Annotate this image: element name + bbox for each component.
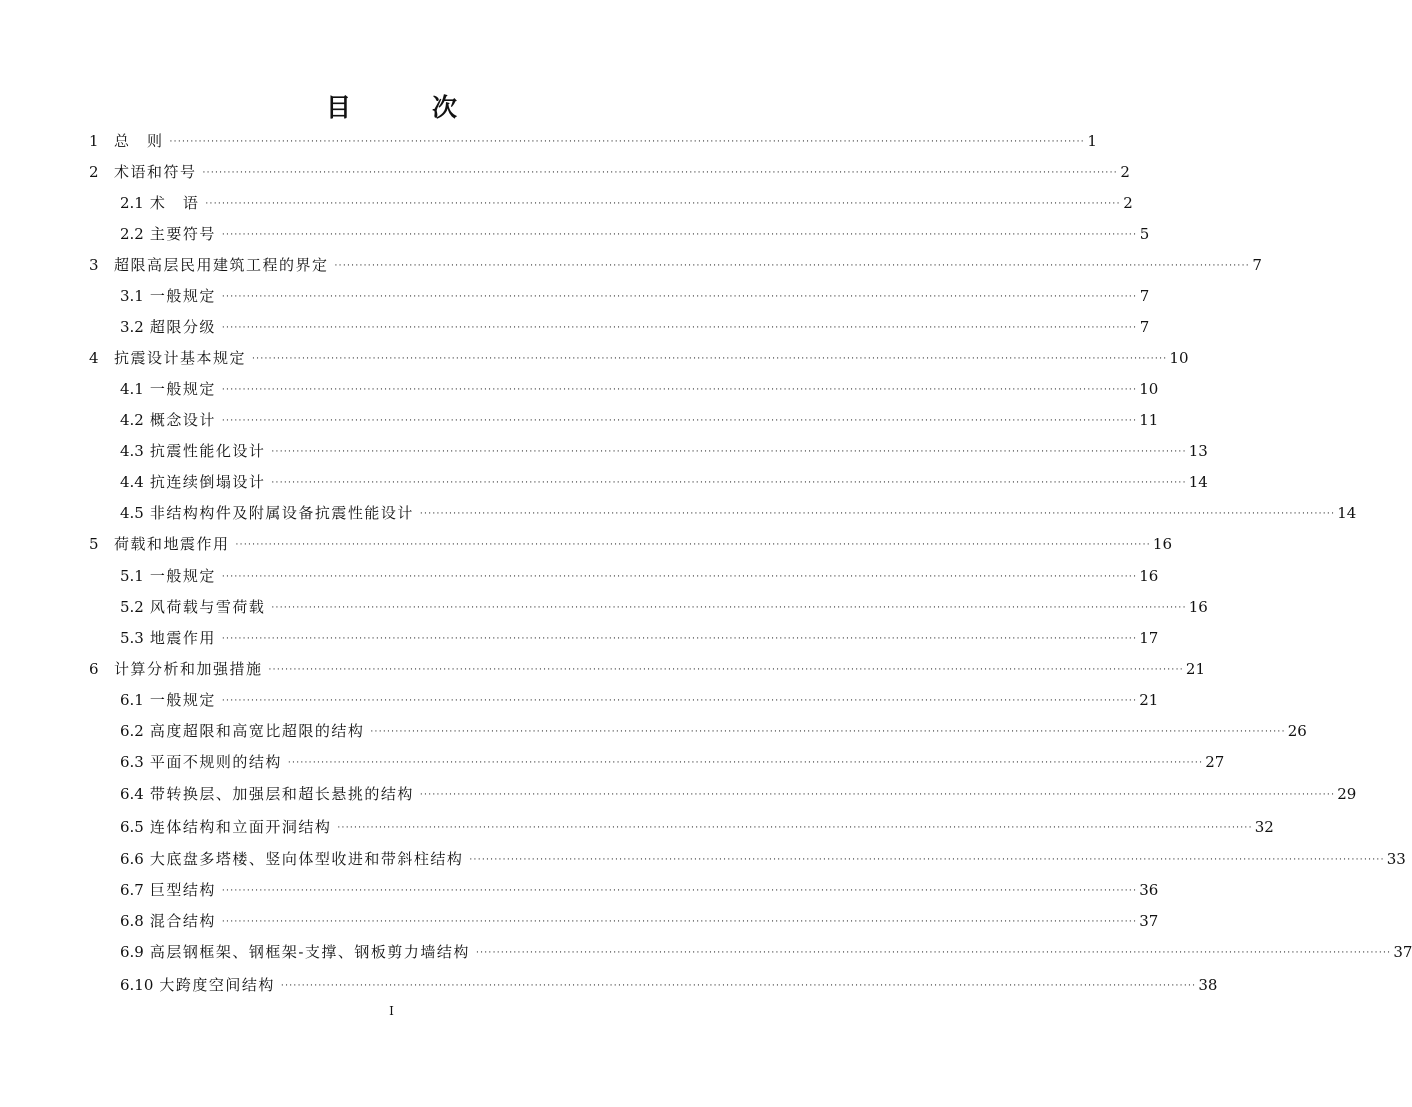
toc-entry-page: 16 [1139, 567, 1159, 585]
toc-entry-number: 6 [89, 660, 99, 678]
dot-leader: ···························································································································································································································· [475, 948, 1392, 958]
toc-entry-page: 7 [1139, 318, 1150, 336]
dot-leader: ···························································································································································································································· [205, 199, 1121, 209]
toc-entry-label: 平面不规则的结构 [149, 753, 282, 771]
toc-entry[interactable] [120, 879, 1159, 901]
toc-entry-page: 17 [1139, 629, 1159, 647]
toc-entry-label: 高度超限和高宽比超限的结构 [149, 722, 365, 740]
dot-leader: ···························································································································································································································· [334, 261, 1250, 271]
dot-leader: ···························································································································································································································· [221, 416, 1138, 426]
toc-entry-label: 一般规定 [149, 567, 216, 585]
toc-entry[interactable] [120, 848, 1406, 870]
toc-entry-label: 带转换层、加强层和超长悬挑的结构 [149, 785, 414, 803]
toc-entry-label: 超限高层民用建筑工程的界定 [114, 256, 329, 274]
toc-entry-number: 6.1 [120, 691, 144, 709]
toc-entry[interactable] [120, 378, 1159, 400]
dot-leader: ···························································································································································································································· [419, 790, 1336, 800]
toc-entry-label: 大底盘多塔楼、竖向体型收进和带斜柱结构 [149, 850, 464, 868]
toc-entry-number: 6.3 [120, 753, 144, 771]
toc-entry[interactable] [89, 347, 1189, 369]
toc-entry-page: 32 [1254, 818, 1274, 836]
toc-entry[interactable] [120, 941, 1412, 963]
toc-entry-label: 混合结构 [149, 912, 216, 930]
toc-entry-label: 抗震性能化设计 [149, 442, 266, 460]
dot-leader: ···························································································································································································································· [419, 509, 1336, 519]
toc-entry-number: 6.6 [120, 850, 144, 868]
toc-entry-label: 概念设计 [149, 411, 216, 429]
dot-leader: ···························································································································································································································· [235, 540, 1151, 550]
dot-leader: ···························································································································································································································· [280, 981, 1197, 991]
toc-entry-label: 术 语 [149, 194, 200, 212]
toc-entry-label: 大跨度空间结构 [159, 976, 275, 994]
toc-entry-number: 5 [89, 535, 99, 553]
toc-entry[interactable] [120, 751, 1225, 773]
toc-entry[interactable] [120, 223, 1150, 245]
toc-entry[interactable] [120, 471, 1208, 493]
toc-entry-number: 1 [89, 132, 99, 150]
toc-entry-number: 6.7 [120, 881, 144, 899]
toc-entry-number: 6.8 [120, 912, 144, 930]
toc-entry-number: 6.5 [120, 818, 144, 836]
dot-leader: ···························································································································································································································· [287, 758, 1204, 768]
toc-entry-label: 地震作用 [149, 629, 216, 647]
toc-entry-page: 38 [1198, 976, 1218, 994]
toc-entry-page: 33 [1386, 850, 1406, 868]
toc-entry-page: 37 [1139, 912, 1159, 930]
toc-entry-number: 6.9 [120, 943, 144, 961]
toc-entry-page: 7 [1252, 256, 1262, 274]
toc-entry-label: 荷载和地震作用 [114, 535, 230, 553]
toc-entry-page: 10 [1169, 349, 1189, 367]
dot-leader: ···························································································································································································································· [202, 168, 1118, 178]
dot-leader: ···························································································································································································································· [221, 323, 1138, 333]
dot-leader: ···························································································································································································································· [370, 727, 1286, 737]
toc-entry-number: 4.4 [120, 473, 144, 491]
toc-entry-page: 2 [1123, 194, 1133, 212]
toc-entry-page: 11 [1139, 411, 1159, 429]
toc-title: 目 次 [325, 93, 485, 122]
toc-entry-number: 6.10 [120, 976, 154, 994]
dot-leader: ···························································································································································································································· [271, 478, 1187, 488]
toc-entry-number: 3.1 [120, 287, 144, 305]
toc-entry-page: 37 [1393, 943, 1412, 961]
toc-entry[interactable] [120, 596, 1208, 618]
dot-leader: ···························································································································································································································· [221, 696, 1138, 706]
dot-leader: ···························································································································································································································· [337, 823, 1253, 833]
toc-entry-page: 13 [1188, 442, 1208, 460]
toc-entry-number: 5.1 [120, 567, 144, 585]
toc-entry[interactable] [89, 130, 1097, 152]
toc-entry[interactable] [120, 816, 1274, 838]
dot-leader: ···························································································································································································································· [221, 385, 1138, 395]
toc-entry-number: 2.1 [120, 194, 144, 212]
toc-entry-page: 21 [1185, 660, 1205, 678]
toc-entry-label: 非结构构件及附属设备抗震性能设计 [149, 504, 414, 522]
toc-entry[interactable] [120, 409, 1159, 431]
toc-entry-number: 4.2 [120, 411, 144, 429]
toc-entry-page: 5 [1139, 225, 1150, 243]
toc-entry-label: 术语和符号 [114, 163, 197, 181]
toc-entry-label: 一般规定 [149, 691, 216, 709]
dot-leader: ···························································································································································································································· [221, 634, 1138, 644]
toc-entry[interactable] [120, 440, 1208, 462]
toc-entry[interactable] [120, 910, 1159, 932]
toc-entry-label: 总 则 [114, 132, 164, 150]
toc-entry-label: 抗震设计基本规定 [114, 349, 247, 367]
toc-entry-number: 5.3 [120, 629, 144, 647]
dot-leader: ···························································································································································································································· [221, 886, 1138, 896]
toc-entry-page: 10 [1139, 380, 1159, 398]
toc-entry-number: 2 [89, 163, 99, 181]
dot-leader: ···························································································································································································································· [221, 230, 1138, 240]
toc-entry-label: 一般规定 [149, 380, 216, 398]
toc-entry-label: 巨型结构 [149, 881, 216, 899]
toc-entry-label: 计算分析和加强措施 [114, 660, 263, 678]
toc-entry-label: 主要符号 [149, 225, 216, 243]
toc-entry-number: 4.1 [120, 380, 144, 398]
dot-leader: ···························································································································································································································· [252, 354, 1168, 364]
toc-entry-number: 4 [89, 349, 99, 367]
toc-entry-page: 36 [1139, 881, 1159, 899]
toc-entry[interactable] [120, 316, 1150, 338]
dot-leader: ···························································································································································································································· [271, 447, 1187, 457]
toc-entry[interactable] [89, 658, 1205, 680]
toc-entry[interactable] [120, 974, 1218, 996]
toc-entry-page: 1 [1087, 132, 1097, 150]
dot-leader: ···························································································································································································································· [268, 665, 1184, 675]
toc-entry-label: 风荷载与雪荷载 [149, 598, 266, 616]
toc-entry-number: 3.2 [120, 318, 144, 336]
toc-entry[interactable] [89, 161, 1130, 183]
toc-entry-label: 连体结构和立面开洞结构 [149, 818, 332, 836]
toc-entry[interactable] [89, 254, 1262, 276]
toc-entry-page: 7 [1139, 287, 1150, 305]
dot-leader: ···························································································································································································································· [469, 855, 1385, 865]
toc-entry-label: 一般规定 [149, 287, 216, 305]
dot-leader: ···························································································································································································································· [221, 917, 1138, 927]
toc-entry-number: 4.5 [120, 504, 144, 522]
toc-entry-page: 21 [1139, 691, 1159, 709]
dot-leader: ···························································································································································································································· [271, 603, 1187, 613]
toc-entry-number: 4.3 [120, 442, 144, 460]
toc-entry[interactable] [120, 627, 1159, 649]
toc-entry-label: 高层钢框架、钢框架-支撑、钢板剪力墙结构 [149, 943, 470, 961]
toc-entry-page: 16 [1188, 598, 1208, 616]
toc-entry-page: 14 [1337, 504, 1357, 522]
dot-leader: ···························································································································································································································· [221, 292, 1138, 302]
toc-entry-number: 5.2 [120, 598, 144, 616]
toc-entry-page: 27 [1205, 753, 1225, 771]
toc-entry[interactable] [120, 689, 1159, 711]
toc-entry[interactable] [120, 502, 1357, 524]
toc-entry-number: 6.4 [120, 785, 144, 803]
toc-entry[interactable] [89, 533, 1172, 555]
dot-leader: ···························································································································································································································· [169, 137, 1085, 147]
dot-leader: ···························································································································································································································· [221, 572, 1138, 582]
toc-entry[interactable] [120, 783, 1357, 805]
toc-entry-page: 14 [1188, 473, 1208, 491]
toc-entry[interactable] [120, 720, 1307, 742]
toc-entry-page: 26 [1287, 722, 1307, 740]
page-number-footer: I [389, 1004, 394, 1018]
toc-entry[interactable] [120, 565, 1159, 587]
toc-entry-number: 3 [89, 256, 99, 274]
toc-entry[interactable] [120, 192, 1133, 214]
toc-entry-page: 2 [1120, 163, 1130, 181]
toc-entry-page: 29 [1337, 785, 1357, 803]
toc-entry-page: 16 [1152, 535, 1172, 553]
toc-entry-label: 超限分级 [149, 318, 216, 336]
toc-entry-label: 抗连续倒塌设计 [149, 473, 266, 491]
toc-entry-number: 2.2 [120, 225, 144, 243]
toc-entry[interactable] [120, 285, 1150, 307]
toc-entry-number: 6.2 [120, 722, 144, 740]
